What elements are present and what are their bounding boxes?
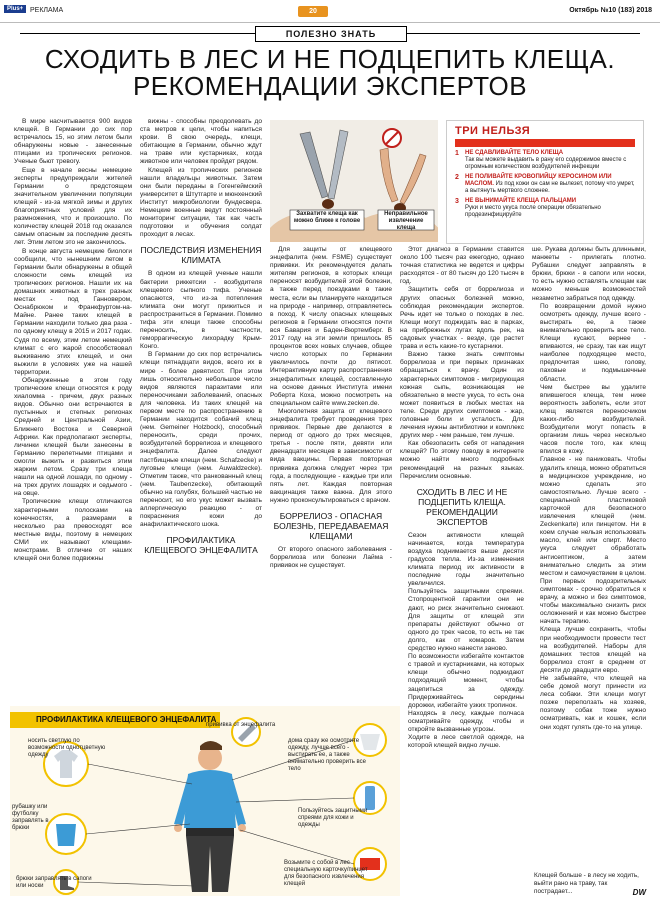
subheading: СХОДИТЬ В ЛЕС И НЕ ПОДЦЕПИТЬ КЛЕЩА. РЕКОМЕНДАЦИИ ЭКСПЕРТОВ [416,486,508,527]
list-item: • Ходите в лесе светлой одежде, на которой клещей видно лучше. [408,734,524,750]
paragraph: Как обезопасить себя от нападения клещей? По этому поводу в интернете можно найти много подробных рекомендаций на разных языках. Перечислим основные. [400,440,524,480]
label-shirt: рубашку или футболку заправлять в брюки [12,804,49,831]
title-line-1: СХОДИТЬ В ЛЕС И НЕ ПОДЦЕПИТЬ КЛЕЩА. [44,44,616,74]
label-check: дома сразу же осмотрите одежду, лучше всего - выстирать ее, а также внимательно проверить все тело [288,738,367,772]
shirt-icon [184,770,236,828]
page-number: 20 [298,6,328,17]
label-vaccine: прививка от энцефалита [206,722,276,728]
paragraph: Многолетняя защита от клещевого энцефалита требует проведения трех прививок. Первые две делаются в период от одного до трех месяцев, третья - после пяти, девяти или двенадцати месяцев в зависимости от вида вакцины. Первая повторная прививка должна следует через три года, а последующие - каждые три или пять лет. Каждая повторная вакцинация также важна. Для этого нужно проконсультироваться с врачом. [270,407,392,504]
paragraph: Важно также знать симптомы боррелиоза и при первых признаках обращаться к врачу. Один из характерных симптомов - мигрирующая кожная сыпь, возникающая не обязательно в месте укуса, то есть она может появиться в любых местах на теле. Среди других симптомов - жар, головные боли и усталость. Для лечения нужны антибиотики и комплекс других мер - чем раньше, тем лучше. [400,351,524,440]
paragraph: В Германии до сих пор встречались клещи пятнадцати видов, всего их в мире - более девятисот. При этом лишь относительно небольшое число видов являются паразитами или переносчиками заболеваний, опасных для человека. Из таких клещей на первом месте по распространению в Германии находится собачий клещ (нем. Gemeiner Holzbock), способный переносить, среди прочих, возбудителей боррелиоза и клещевого энцефалита. Далее следуют пастбищные клещи (нем. Schafzecke) и луговые клещи (нем. Auwaldzecke). Отметим также, что ранкованный клещ (нем. Taubenzecke), обитающий обычно на голубях, большей частью не переносит, но его укус может вызвать аллергическую реакцию - от покраснения кожи до анафилактического шока. [140,351,262,529]
box-item [455,174,635,195]
label-trousers: брюки заправлять в сапоги или носки [16,876,92,889]
paragraph: В мире насчитывается 900 видов клещей. В Германии до сих пор встречалось 15, но этим летом были обнаружены новые - занесенные птицами из тропических регионов. Ученые бьют тревогу. [14,118,132,166]
label-clothes: носить светлую по возможности однотцветную одежду [28,738,106,758]
list-item: • Главное - не паниковать. Чтобы удалить клеща, можно обратиться в медицинское учреждение, но можно сделать это самостоятельно. Лучше всего - специальной пластиковой карточкой для безопасного извлечения клещей (нем. Zeckenkarte) или пинцетом. Ни в коем случае нельзя использовать масло, клей или спирт. Место укуса следует обработать антисептиком, а затем внимательно следить за этим местом и самочувствием в целом. При первых подозрительных симптомах - срочно обратиться к врачу, а можно и без симптомов, чтобы максимально снизить риск осложнений и как можно быстрее начать терапию. [540,456,646,626]
issue-date: Октябрь №10 (183) 2018 [569,7,652,14]
paragraph: ше. Рукава должны быть длинными, манжеты - прилегать плотно. Рубашки следует заправлять в брюки, брюки - в сапоги или носки, то есть нужно оставлять клещам как можно меньше возможностей незаметно забраться под одежду. [532,246,646,302]
list-item: • Не забывайте, что клещей на себе домой могут принести из леса собаки. Эти клещи могут позже переползать на хозяев, поэтому собак тоже нужно осматривать, как и кошек, если они ходят гулять где-то на улице. [540,675,646,732]
box-item-head: НЕ ВЫНИМАЙТЕ КЛЕЩА ПАЛЬЦАМИ [465,198,577,204]
list-item: • По возможности избегайте контактов с травой и кустарниками, на которых клещи обычно поджидают подходящий момент, чтобы зацепиться за одежду. Придерживайтесь середины дорожки, избегайте узких тропинок. [408,653,524,710]
column-2 [140,118,262,714]
paragraph: Этот диагноз в Германии ставится около 100 тысяч раз ежегодно, однако точная статистика не ведется и цифры расходятся - от 80 тысяч до 120 тысяч в год. [400,246,524,286]
paragraph: Обнаруженные в этом году тропические клещи относятся к роду хиаломма - причем, двух разных видов. Обычно они встречаются в пустынных и степных регионах Средней и Центральной Азии, Ближнего Востока и Северной Африки. Как предполагают эксперты, личинки клещей были занесены в Германию перелетными птицами и смогли выжить и развиться этим жарким летом. Сразу три клеща нашли на одной лошади, по одному - на трех других лошадях и седьмого - на овце. [14,377,132,498]
list-item: • Сезон активности клещей начинается, когда температура воздуха поднимается выше десяти градусов тепла. Из-за изменения климата период их активности в последние годы значительно увеличился. [408,532,524,589]
title-line-2: РЕКОМЕНДАЦИИ ЭКСПЕРТОВ [132,71,528,101]
paragraph: От второго опасного заболевания - боррелиоза или болезни Лайма - прививок не существует. [270,546,392,570]
paragraph: вижны - способны преодолевать до ста метров к цели, чтобы напиться крови. В свою очередь, клещи, обитающие в Германии, обычно ждут на траве или кустарниках, когда животное или человек пройдет рядом. [140,118,262,166]
label-card: Возьмите с собой в лес специальную карточку/пинцет для безопасного извлечения клещей [284,860,368,887]
paragraph: В одном из клещей ученые нашли бактерии риккетсии - возбудителя клещевого сыпного тифа. Ученые опасаются, что из-за потепления климата они могут прижиться и распространиться в Германии. Помимо тифа эти клещи также способны переносить, в частности, геморрагическую лихорадку Крым-Конго. [140,270,262,351]
box-item-head: НЕ СДАВЛИВАЙТЕ ТЕЛО КЛЕЩА [465,150,564,156]
box-item-head: НЕ ПОЛИВАЙТЕ КРОВОПИЙЦУ КЕРОСИНОМ ИЛИ МАСЛОМ. [465,174,612,187]
page-title [20,46,640,100]
paragraph: В конце августа немецкие биологи сообщили, что нынешним летом в Германии были обнаружены в общей сложности семь клещей из тропических регионов. Нашли их на домашних животных в трех разных местах - под Ганновером, Оснабрюком и Франкфуртом-на-Майне. Ранее таких клещей в Германии находили только два раза - по одному клещу в 2015 и 2017 годах. Судя по всему, этим летом немецкий климат с его жарой способствовал выживанию этих клещей, и они выжили в условиях уже на нашей территории. [14,247,132,376]
signature: DW [632,888,646,897]
column-3 [270,246,392,714]
footer-note: Клещей больше - в лесу не ходить, выйти рано на траву, так пострадает... [534,872,639,895]
list-item: • По возвращении домой нужно осмотреть одежду, лучше всего - выстирать ее, а также внимательно проверить все тело. Клещи кусают, вернее - впиваются, не сразу, так как ищут наиболее подходящее место, предпочитая шею, голову, паховые и подмышечные области. [540,303,646,384]
list-item: • Чем быстрее вы удалите впившегося клеща, тем ниже вероятность заболеть, если этот клещ является переносчиком каких-либо возбудителей. Возбудители могут попасть в организм лишь через несколько часов после того, как клещ впился в кожу. [540,384,646,457]
box-item-text: Так вы можете выдавить в рану его содержимое вместе с огромным количеством возбудителей инфекции [465,157,627,170]
infographic-title: ПРОФИЛАКТИКА КЛЕЩЕВОГО ЭНЦЕФАЛИТА [10,712,220,728]
box-item [455,150,635,171]
paragraph: Еще в начале весны немецкие эксперты предупреждали жителей Германии о предстоящем значительном увеличении популяции клещей - из-за мягкой зимы и других благоприятных условий для их размножения, что и произошло. По количеству клещей 2018 год оказался самым опасным за последние десять лет. Этим летом это не закончилось. [14,166,132,247]
paragraph: Для защиты от клещевого энцефалита (нем. FSME) существует прививки. Их рекомендуется делать жителям регионов, в которых клещи переносят возбудителей этой болезни, а также перед поездками в такие места, если вы планируете находиться на природе - например, отправляетесь в поход. К числу опасных клещевых регионов в Германии относятся почти вся Бавария и Баден-Вюртемберг. В 2017 году на эти земли пришлось 85 процентов всех новых случаев, общее число которых по Германии увеличилось почти до пятисот. Интерактивную карту распространения энцефалитных клещей, составленную на основе данных Института имени Роберта Коха, можно посмотреть на специальном сайте www.zecken.de. [270,246,392,407]
subheading: ПОСЛЕДСТВИЯ ИЗМЕНЕНИЯ КЛИМАТА [140,245,262,266]
illu-caption-right: Неправильное извлечение клеща [384,211,428,231]
box-item-text: Руки и место укуса после операции обязательно продезинфицируйте [465,205,601,218]
list-item: • Клеща лучше сохранить, чтобы при необходимости провести тест на возбудителей. Наборы для домашних тестов клещей на боррелиоз стоят в среднем от десяти до двадцати евро. [540,626,646,675]
paragraph: Тропические клещи отличаются характерными полосками на конечностях, а размерами в несколько раз превосходят все местные виды, поэтому в немецких СМИ их называют клещами-монстрами. В отличие от наших клещей они более подвижны [14,498,132,563]
subheading: ПРОФИЛАКТИКА КЛЕЩЕВОГО ЭНЦЕФАЛИТА [144,535,258,556]
list-item: • Пользуйтесь защитными спреями. Стопроцентной гарантии они не дают, но риск значительно снижают. Для защиты от клещей эти препараты действуют обычно от одного до трех часов, то есть не так долго, как от комаров. Затем средство нужно нанести заново. [408,588,524,653]
paragraph: Клещей из тропических регионов нашли владельцы животных. Затем они были переданы в Гогенгеймский университет в Штутгарте и мюнхенский Институт микробиологии бундесвера. Немецкие военные ведут постоянный мониторинг ситуации, так как часть подготовки и обучения солдат проходит в лесах. [140,166,262,239]
box-rule [455,139,635,147]
column-5 [532,246,646,868]
recommendations-list [400,532,524,751]
label-spray: Пользуйтесь защитными спреями для кожи и одежды [298,808,368,828]
box-title: ТРИ НЕЛЬЗЯ [447,121,643,139]
list-item: • Находясь в лесу, каждые полчаса осматривайте одежду, чтобы и откройте вызванные угрозы. [408,710,524,734]
box-item-text: Из под кожи он сам не вылезет, потому что умрет, а вытянуть мертвого сложнее. [465,181,635,194]
recommendations-list-cont [532,303,646,732]
box-item [455,198,635,219]
column-4 [400,246,524,882]
top-bar [0,0,660,23]
rubric: ПОЛЕЗНО ЗНАТЬ [255,26,407,42]
publication-logo: Plus+ [4,5,26,13]
paragraph: Защитить себя от боррелиоза и других опасных болезней можно, соблюдая рекомендации экспертов. Речь идет не только о походах в лес. Клещи могут поджидать вас в парках, на прибрежных лугах вдоль рек, на садовых участках - везде, где растет трава и есть какие-то кустарники. [400,286,524,351]
spray-icon [365,786,375,810]
box-item-number: 1 [455,150,459,157]
subheading: БОРРЕЛИОЗ - ОПАСНАЯ БОЛЕЗНЬ, ПЕРЕДАВАЕМАЯ КЛЕЩАМИ [273,511,389,541]
section-label: РЕКЛАМА [30,7,64,14]
box-item-number: 2 [455,174,459,181]
three-donts-box [446,120,644,244]
box-item-number: 3 [455,198,459,205]
column-1 [14,118,132,704]
illu-caption-left: Захватите клеща как можно ближе к голове [293,211,361,224]
